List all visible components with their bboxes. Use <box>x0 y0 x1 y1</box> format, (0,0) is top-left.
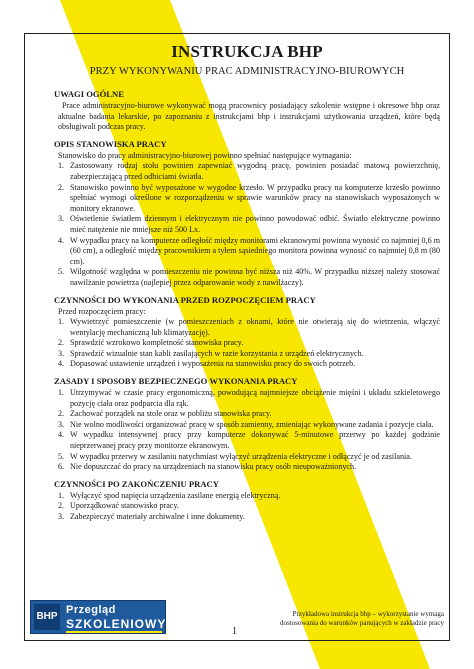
page-number: 1 <box>232 626 237 637</box>
list-item: 1. Wywietrzyć pomieszczenie (w pomieszczeniach z oknami, które nie otwierają się do wietrzenia, włączyć wentylację mechaniczną lub klimatyzację). <box>58 317 440 337</box>
list-item: 1. Zastosowany rodzaj stołu powinien zapewniać wygodną pracę, powinien posiadać matową powierzchnię, zabezpieczającą przed odbiciami światła. <box>58 161 440 181</box>
section-przed <box>54 295 440 371</box>
section-opis <box>54 139 440 289</box>
section-uwagi <box>54 89 440 133</box>
footer-note <box>234 610 444 628</box>
document-title: INSTRUKCJA BHP <box>171 42 323 61</box>
list-item: 6. Nie dopuszczać do pracy na urządzeniach na stanowisku pracy osób nieupoważnionych. <box>58 462 357 472</box>
section-intro: Stanowisko do pracy administracyjno-biurowej powinno spełniać następujące wymagania: <box>58 150 352 160</box>
section-heading: CZYNNOŚCI PO ZAKOŃCZENIU PRACY <box>54 478 219 489</box>
list-item: 4. W wypadku pracy na komputerze odległość między monitorami ekranowymi powinna wynosić co najmniej 0,6 m (60 cm), a odległość między pracownikiem a tyłem sąsiedniego monitora powinna wynosić co najmniej 0,8 m (80 cm). <box>58 235 440 266</box>
numbered-list <box>54 388 440 473</box>
document-subtitle: PRZY WYKONYWANIU PRAC ADMINISTRACYJNO-BIUROWYCH <box>89 66 405 77</box>
section-heading: OPIS STANOWISKA PRACY <box>54 138 167 149</box>
footer-note-line: dostosowania do warunków panujących w zakładzie pracy <box>279 619 444 627</box>
section-zakonczenie <box>54 479 440 523</box>
list-item: 4. Dopasować ustawienie urządzeń i wyposażenia na stanowisku pracy do swoich potrzeb. <box>58 359 356 369</box>
section-heading: UWAGI OGÓLNE <box>54 89 124 99</box>
logo-accent-bar <box>66 631 162 633</box>
section-intro: Przed rozpoczęciem pracy: <box>58 306 146 316</box>
numbered-list <box>54 491 440 523</box>
list-item: 2. Uporządkować stanowisko pracy. <box>58 501 179 511</box>
document-body <box>54 42 440 523</box>
list-item: 3. Zabezpieczyć materiały archiwalne i inne dokumenty. <box>58 512 245 521</box>
logo-line1: Przegląd <box>66 604 116 616</box>
list-item: 2. Stanowisko powinno być wyposażone w wygodne krzesło. W przypadku pracy na komputerze krzesło powinno spełniać wymogi określone w rozporządzeniu w sprawie warunków pracy na stanowiskach wyposażonych w monitory ekranowe. <box>58 182 440 213</box>
numbered-list <box>54 161 440 288</box>
list-item: 3. Sprawdzić wizualnie stan kabli zasilających w razie korzystania z urządzeń elektrycznych. <box>58 348 364 358</box>
logo-badge <box>34 604 60 630</box>
publisher-logo <box>30 600 166 634</box>
list-item: 2. Zachować porządek na stole oraz w pobliżu stanowiska pracy. <box>58 409 272 419</box>
list-item: 3. Oświetlenie światłem dziennym i elektrycznym nie powinno powodować odbić. Światło elektryczne powinno mieć natężenie nie mniejsze niż 500 Lx. <box>58 214 440 234</box>
section-zasady <box>54 376 440 473</box>
list-item: 5. W wypadku przerwy w zasilaniu natychmiast wyłączyć urządzenia elektryczne i odłączyć je od zasilania. <box>58 451 412 461</box>
list-item: 1. Wyłączyć spod napięcia urządzenia zasilane energią elektryczną. <box>58 490 281 500</box>
footer-note-line: Przykładowa instrukcja bhp – wykorzystanie wymaga <box>292 610 444 618</box>
logo-badge-text: BHP <box>36 611 58 622</box>
section-heading: CZYNNOŚCI DO WYKONANIA PRZED ROZPOCZĘCIEM PRACY <box>54 294 316 305</box>
logo-line2: SZKOLENIOWY <box>66 617 167 631</box>
list-item: 4. W wypadku intensywnej pracy przy komputerze dokonywać 5-minutowe przerwy po każdej godzinie nieprzerwanej pracy przy monitorze ekranowym. <box>58 430 440 451</box>
list-item: 5. Wilgotność względna w pomieszczeniu nie powinna być niższa niż 40%. W przypadku niższej należy stosować nawilżanie powietrza (najlepiej przez odparowanie wody z nawilżaczy). <box>58 267 440 287</box>
section-paragraph: Prace administracyjno-biurowe wykonywać mogą pracownicy posiadający szkolenie wstępne i okresowe bhp oraz aktualne badania lekarskie, po zapoznaniu z instrukcjami bhp i instrukcjami użytkowania urządzeń, które będą obsługiwali podczas pracy. <box>58 101 440 132</box>
list-item: 2. Sprawdzić wzrokowo kompletność stanowiska pracy. <box>58 338 244 348</box>
list-item: 1. Utrzymywać w czasie pracy ergonomiczną, powodującą najmniejsze obciążenie mięśni i układu szkieletowego pozycję ciała oraz podparcia dla rąk. <box>58 388 440 408</box>
numbered-list <box>54 317 440 370</box>
list-item: 3. Nie wolno modliwości organizować pracę w sposób zamienny, zmieniając wykonywane zadania i pozycje ciała. <box>58 419 434 429</box>
section-heading: ZASADY I SPOSOBY BEZPIECZNEGO WYKONANIA PRACY <box>54 376 298 387</box>
